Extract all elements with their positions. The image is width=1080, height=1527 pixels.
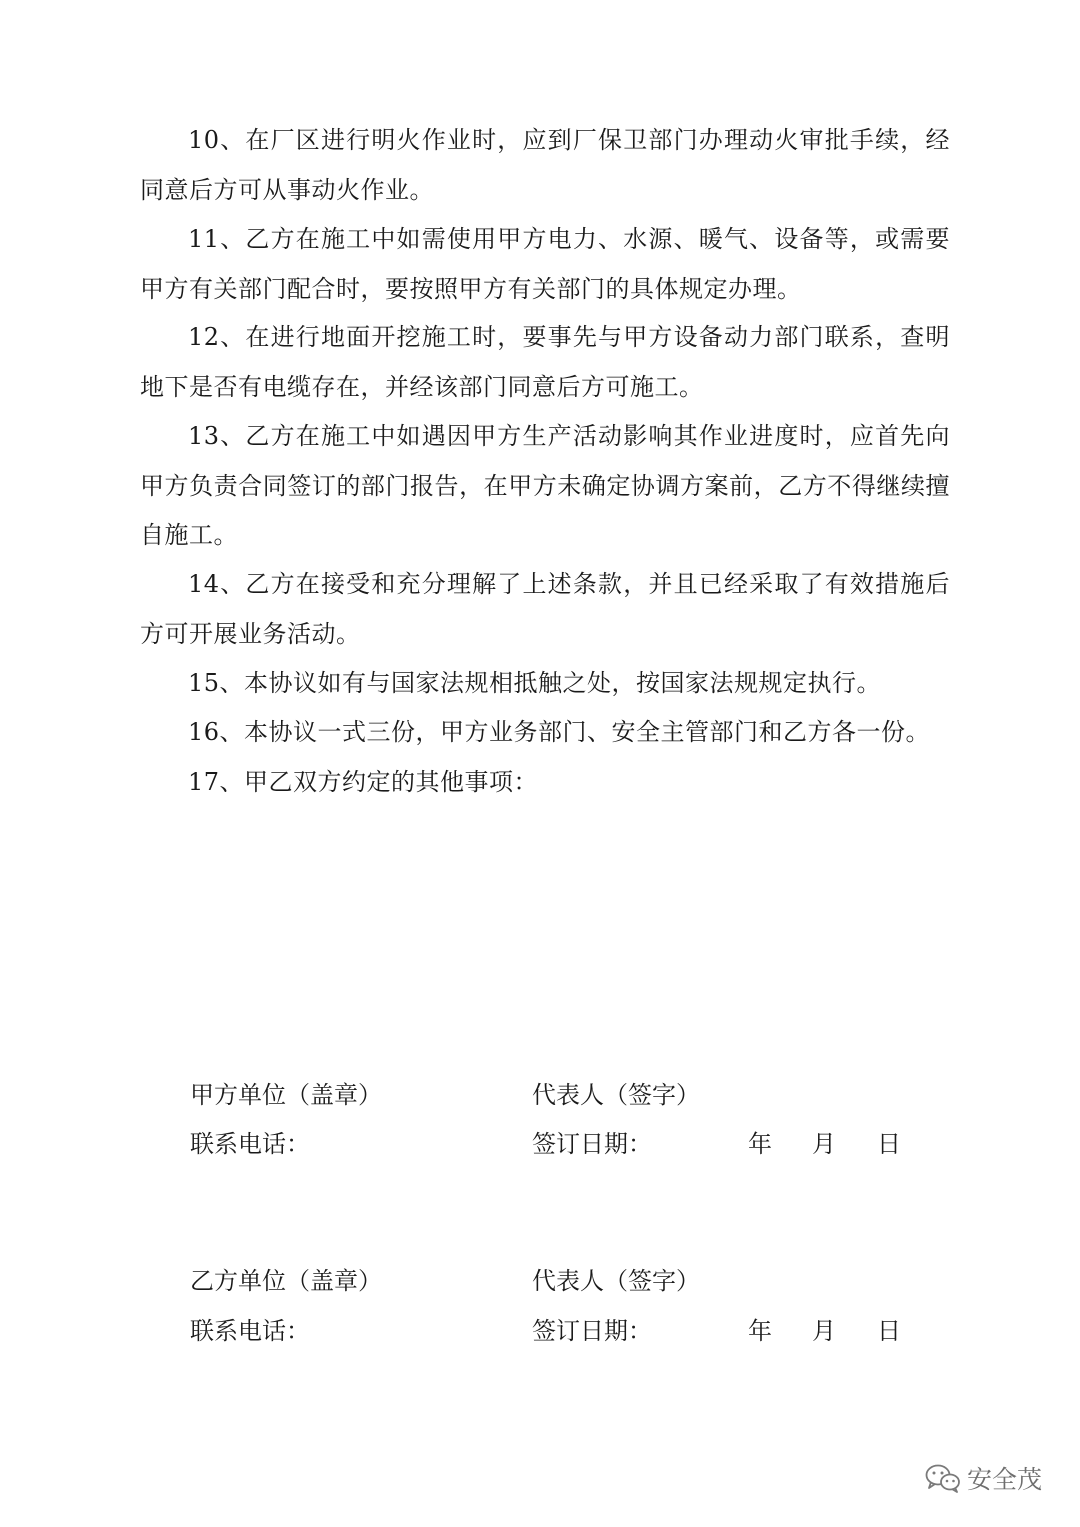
party-b-sign-date-label: 签订日期： xyxy=(532,1317,652,1345)
party-a-month-label: 月 xyxy=(812,1130,836,1158)
party-a-representative-label: 代表人（签字） xyxy=(532,1081,700,1109)
clause-11: 11、乙方在施工中如需使用甲方电力、水源、暖气、设备等，或需要甲方有关部门配合时，要按照甲方有关部门的具体规定办理。 xyxy=(140,225,950,303)
party-b-day-label: 日 xyxy=(877,1317,901,1345)
clause-14: 14、乙方在接受和充分理解了上述条款，并且已经采取了有效措施后方可开展业务活动。 xyxy=(140,570,950,648)
party-a-sign-date-label: 签订日期： xyxy=(532,1130,652,1158)
party-b-unit-label: 乙方单位（盖章） xyxy=(190,1267,382,1295)
party-a-year-label: 年 xyxy=(748,1130,772,1158)
party-a-phone-label: 联系电话： xyxy=(190,1130,310,1158)
party-a-day-label: 日 xyxy=(877,1130,901,1158)
clause-12: 12、在进行地面开挖施工时，要事先与甲方设备动力部门联系，查明地下是否有电缆存在，并经该部门同意后方可施工。 xyxy=(140,323,950,401)
party-b-phone-label: 联系电话： xyxy=(190,1317,310,1345)
party-a-unit-label: 甲方单位（盖章） xyxy=(190,1081,382,1109)
watermark xyxy=(925,1458,1042,1498)
clause-15: 15、本协议如有与国家法规相抵触之处，按国家法规规定执行。 xyxy=(188,669,882,697)
clause-10: 10、在厂区进行明火作业时，应到厂保卫部门办理动火审批手续，经同意后方可从事动火作业。 xyxy=(140,126,950,204)
watermark-text: 安全茂 xyxy=(967,1465,1043,1494)
party-b-year-label: 年 xyxy=(748,1317,772,1345)
party-b-representative-label: 代表人（签字） xyxy=(532,1267,700,1295)
clause-16: 16、本协议一式三份，甲方业务部门、安全主管部门和乙方各一份。 xyxy=(188,718,931,746)
wechat-icon xyxy=(925,1463,961,1493)
party-b-month-label: 月 xyxy=(812,1317,836,1345)
clause-13: 13、乙方在施工中如遇因甲方生产活动影响其作业进度时，应首先向甲方负责合同签订的部门报告，在甲方未确定协调方案前，乙方不得继续擅自施工。 xyxy=(140,422,950,549)
clause-17: 17、甲乙双方约定的其他事项： xyxy=(188,768,539,796)
